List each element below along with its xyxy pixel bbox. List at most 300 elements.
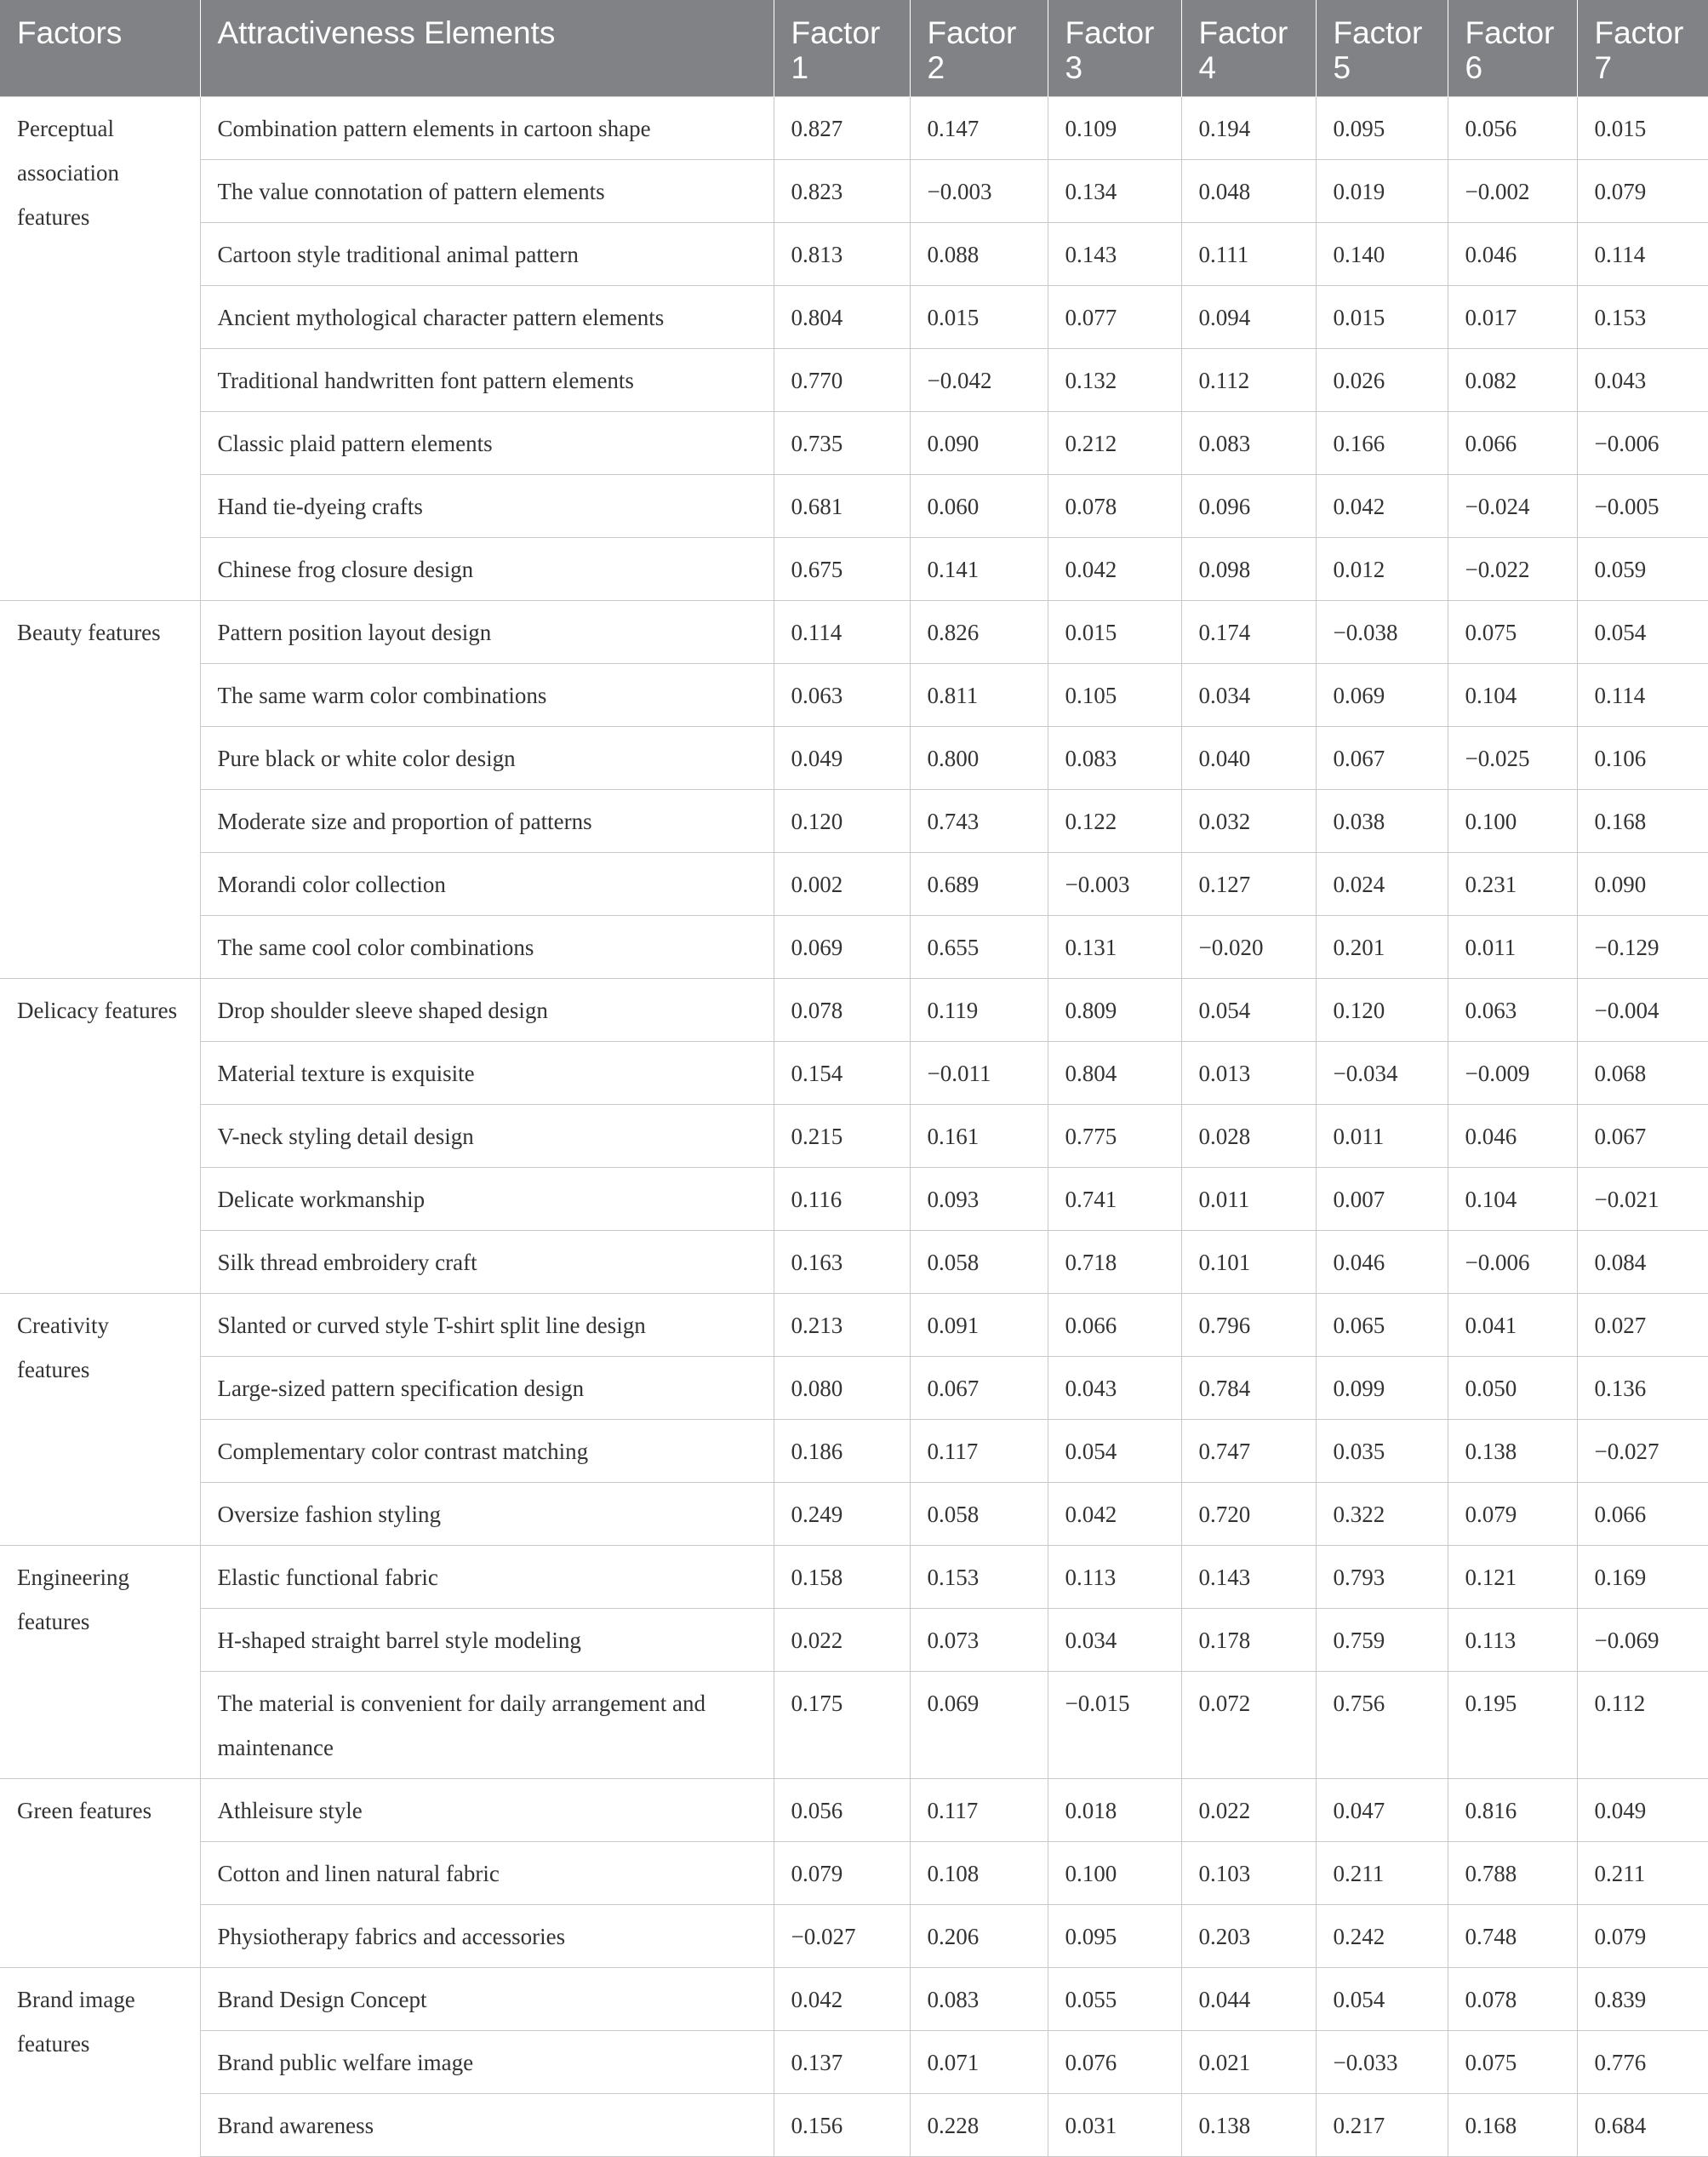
loading-value-factor-7: 0.066 — [1577, 1482, 1708, 1545]
header-attractiveness-elements: Attractiveness Elements — [200, 0, 774, 96]
loading-value-factor-5: 0.242 — [1316, 1904, 1448, 1967]
loading-value-factor-4: 0.011 — [1181, 1167, 1316, 1230]
loading-value-factor-6: −0.022 — [1448, 537, 1577, 600]
loading-value-factor-1: 0.186 — [774, 1419, 910, 1482]
loading-value-factor-1: 0.114 — [774, 600, 910, 663]
loading-value-factor-5: 0.042 — [1316, 474, 1448, 537]
loading-value-factor-5: 0.166 — [1316, 411, 1448, 474]
loading-value-factor-1: 0.804 — [774, 285, 910, 348]
loading-value-factor-2: 0.069 — [910, 1671, 1048, 1778]
loading-value-factor-6: 0.748 — [1448, 1904, 1577, 1967]
loading-value-factor-4: 0.021 — [1181, 2030, 1316, 2093]
loading-value-factor-4: 0.013 — [1181, 1041, 1316, 1104]
table-row — [0, 537, 1708, 600]
loading-value-factor-4: 0.720 — [1181, 1482, 1316, 1545]
factor-group-label: Beauty features — [0, 600, 200, 978]
loading-value-factor-1: 0.042 — [774, 1967, 910, 2030]
attractiveness-element: Athleisure style — [200, 1778, 774, 1841]
loading-value-factor-2: 0.206 — [910, 1904, 1048, 1967]
loading-value-factor-3: 0.100 — [1048, 1841, 1181, 1904]
loading-value-factor-4: 0.174 — [1181, 600, 1316, 663]
loading-value-factor-5: 0.201 — [1316, 915, 1448, 978]
loading-value-factor-6: 0.063 — [1448, 978, 1577, 1041]
loading-value-factor-4: 0.044 — [1181, 1967, 1316, 2030]
loading-value-factor-5: 0.012 — [1316, 537, 1448, 600]
loading-value-factor-5: 0.035 — [1316, 1419, 1448, 1482]
attractiveness-element: Ancient mythological character pattern elements — [200, 285, 774, 348]
loading-value-factor-6: 0.816 — [1448, 1778, 1577, 1841]
header-factor-3: Factor 3 — [1048, 0, 1181, 96]
loading-value-factor-6: 0.011 — [1448, 915, 1577, 978]
header-factors: Factors — [0, 0, 200, 96]
loading-value-factor-5: 0.217 — [1316, 2093, 1448, 2156]
loading-value-factor-6: −0.002 — [1448, 159, 1577, 222]
loading-value-factor-4: 0.127 — [1181, 852, 1316, 915]
table-row — [0, 1104, 1708, 1167]
loading-value-factor-1: 0.063 — [774, 663, 910, 726]
loading-value-factor-1: 0.827 — [774, 96, 910, 159]
loading-value-factor-3: 0.083 — [1048, 726, 1181, 789]
loading-value-factor-2: 0.073 — [910, 1608, 1048, 1671]
loading-value-factor-4: 0.101 — [1181, 1230, 1316, 1293]
table-row — [0, 411, 1708, 474]
loading-value-factor-3: 0.066 — [1048, 1293, 1181, 1356]
loading-value-factor-7: 0.839 — [1577, 1967, 1708, 2030]
loading-value-factor-5: −0.033 — [1316, 2030, 1448, 2093]
loading-value-factor-5: 0.140 — [1316, 222, 1448, 285]
loading-value-factor-7: −0.004 — [1577, 978, 1708, 1041]
attractiveness-element: Moderate size and proportion of patterns — [200, 789, 774, 852]
loading-value-factor-4: 0.032 — [1181, 789, 1316, 852]
loading-value-factor-3: −0.015 — [1048, 1671, 1181, 1778]
loading-value-factor-3: −0.003 — [1048, 852, 1181, 915]
loading-value-factor-7: 0.067 — [1577, 1104, 1708, 1167]
factor-group-label: Perceptual association features — [0, 96, 200, 600]
factor-group-label: Green features — [0, 1778, 200, 1967]
loading-value-factor-7: 0.211 — [1577, 1841, 1708, 1904]
table-row — [0, 96, 1708, 159]
loading-value-factor-6: −0.006 — [1448, 1230, 1577, 1293]
loading-value-factor-6: 0.079 — [1448, 1482, 1577, 1545]
loading-value-factor-5: 0.069 — [1316, 663, 1448, 726]
loading-value-factor-7: 0.153 — [1577, 285, 1708, 348]
attractiveness-element: Traditional handwritten font pattern elements — [200, 348, 774, 411]
table-row — [0, 1904, 1708, 1967]
attractiveness-element: Combination pattern elements in cartoon shape — [200, 96, 774, 159]
loading-value-factor-3: 0.775 — [1048, 1104, 1181, 1167]
loading-value-factor-3: 0.113 — [1048, 1545, 1181, 1608]
loading-value-factor-1: 0.213 — [774, 1293, 910, 1356]
loading-value-factor-3: 0.043 — [1048, 1356, 1181, 1419]
loading-value-factor-1: 0.120 — [774, 789, 910, 852]
table-row — [0, 2093, 1708, 2156]
attractiveness-element: Pattern position layout design — [200, 600, 774, 663]
loading-value-factor-7: 0.106 — [1577, 726, 1708, 789]
loading-value-factor-2: 0.060 — [910, 474, 1048, 537]
loading-value-factor-6: 0.104 — [1448, 663, 1577, 726]
loading-value-factor-4: 0.040 — [1181, 726, 1316, 789]
table-row — [0, 789, 1708, 852]
loading-value-factor-1: 0.215 — [774, 1104, 910, 1167]
loading-value-factor-1: 0.056 — [774, 1778, 910, 1841]
loading-value-factor-4: 0.072 — [1181, 1671, 1316, 1778]
loading-value-factor-6: −0.025 — [1448, 726, 1577, 789]
loading-value-factor-6: 0.017 — [1448, 285, 1577, 348]
attractiveness-element: Brand public welfare image — [200, 2030, 774, 2093]
attractiveness-element: Hand tie-dyeing crafts — [200, 474, 774, 537]
loading-value-factor-2: 0.800 — [910, 726, 1048, 789]
loading-value-factor-7: −0.069 — [1577, 1608, 1708, 1671]
loading-value-factor-5: 0.046 — [1316, 1230, 1448, 1293]
loading-value-factor-6: 0.041 — [1448, 1293, 1577, 1356]
loading-value-factor-5: 0.065 — [1316, 1293, 1448, 1356]
loading-value-factor-6: 0.231 — [1448, 852, 1577, 915]
loading-value-factor-4: 0.194 — [1181, 96, 1316, 159]
loading-value-factor-3: 0.042 — [1048, 537, 1181, 600]
table-row — [0, 1041, 1708, 1104]
loading-value-factor-7: 0.027 — [1577, 1293, 1708, 1356]
table-row — [0, 474, 1708, 537]
attractiveness-element: Complementary color contrast matching — [200, 1419, 774, 1482]
loading-value-factor-6: 0.195 — [1448, 1671, 1577, 1778]
loading-value-factor-6: 0.075 — [1448, 2030, 1577, 2093]
header-factor-6: Factor 6 — [1448, 0, 1577, 96]
loading-value-factor-6: 0.168 — [1448, 2093, 1577, 2156]
table-row — [0, 2030, 1708, 2093]
loading-value-factor-1: 0.770 — [774, 348, 910, 411]
factor-group-label: Delicacy features — [0, 978, 200, 1293]
loading-value-factor-3: 0.055 — [1048, 1967, 1181, 2030]
loading-value-factor-6: 0.104 — [1448, 1167, 1577, 1230]
factor-group-label: Brand image features — [0, 1967, 200, 2156]
attractiveness-element: Elastic functional fabric — [200, 1545, 774, 1608]
loading-value-factor-3: 0.809 — [1048, 978, 1181, 1041]
loading-value-factor-5: 0.011 — [1316, 1104, 1448, 1167]
loading-value-factor-7: 0.112 — [1577, 1671, 1708, 1778]
loading-value-factor-4: 0.028 — [1181, 1104, 1316, 1167]
table-row — [0, 1356, 1708, 1419]
loading-value-factor-2: 0.655 — [910, 915, 1048, 978]
loading-value-factor-3: 0.143 — [1048, 222, 1181, 285]
table-row — [0, 1230, 1708, 1293]
loading-value-factor-5: 0.759 — [1316, 1608, 1448, 1671]
loading-value-factor-4: −0.020 — [1181, 915, 1316, 978]
attractiveness-element: Large-sized pattern specification design — [200, 1356, 774, 1419]
loading-value-factor-6: 0.050 — [1448, 1356, 1577, 1419]
loading-value-factor-2: 0.088 — [910, 222, 1048, 285]
loading-value-factor-1: 0.069 — [774, 915, 910, 978]
table-row — [0, 663, 1708, 726]
table-row — [0, 1482, 1708, 1545]
header-factor-5: Factor 5 — [1316, 0, 1448, 96]
loading-value-factor-5: 0.015 — [1316, 285, 1448, 348]
attractiveness-element: The same warm color combinations — [200, 663, 774, 726]
loading-value-factor-2: 0.117 — [910, 1778, 1048, 1841]
loading-value-factor-5: 0.024 — [1316, 852, 1448, 915]
loading-value-factor-2: 0.071 — [910, 2030, 1048, 2093]
loading-value-factor-5: 0.038 — [1316, 789, 1448, 852]
loading-value-factor-6: −0.009 — [1448, 1041, 1577, 1104]
loading-value-factor-2: 0.811 — [910, 663, 1048, 726]
loading-value-factor-5: 0.019 — [1316, 159, 1448, 222]
loading-value-factor-5: 0.793 — [1316, 1545, 1448, 1608]
loading-value-factor-4: 0.138 — [1181, 2093, 1316, 2156]
loading-value-factor-4: 0.747 — [1181, 1419, 1316, 1482]
table-row — [0, 1608, 1708, 1671]
loading-value-factor-7: 0.114 — [1577, 663, 1708, 726]
loading-value-factor-5: 0.047 — [1316, 1778, 1448, 1841]
loading-value-factor-4: 0.034 — [1181, 663, 1316, 726]
table-row — [0, 915, 1708, 978]
loading-value-factor-4: 0.096 — [1181, 474, 1316, 537]
loading-value-factor-6: 0.082 — [1448, 348, 1577, 411]
attractiveness-element: Pure black or white color design — [200, 726, 774, 789]
loading-value-factor-1: 0.158 — [774, 1545, 910, 1608]
loading-value-factor-4: 0.784 — [1181, 1356, 1316, 1419]
table-row — [0, 726, 1708, 789]
table-row — [0, 1293, 1708, 1356]
loading-value-factor-3: 0.076 — [1048, 2030, 1181, 2093]
loading-value-factor-6: 0.121 — [1448, 1545, 1577, 1608]
loading-value-factor-3: 0.078 — [1048, 474, 1181, 537]
loading-value-factor-7: 0.015 — [1577, 96, 1708, 159]
table-row — [0, 1545, 1708, 1608]
loading-value-factor-1: 0.049 — [774, 726, 910, 789]
loading-value-factor-5: 0.322 — [1316, 1482, 1448, 1545]
loading-value-factor-5: 0.756 — [1316, 1671, 1448, 1778]
loading-value-factor-3: 0.054 — [1048, 1419, 1181, 1482]
loading-value-factor-1: −0.027 — [774, 1904, 910, 1967]
loading-value-factor-3: 0.741 — [1048, 1167, 1181, 1230]
header-factor-1: Factor 1 — [774, 0, 910, 96]
table-row — [0, 1778, 1708, 1841]
loading-value-factor-5: 0.095 — [1316, 96, 1448, 159]
loading-value-factor-7: 0.049 — [1577, 1778, 1708, 1841]
factor-group-label: Engineering features — [0, 1545, 200, 1778]
loading-value-factor-4: 0.796 — [1181, 1293, 1316, 1356]
loading-value-factor-7: 0.136 — [1577, 1356, 1708, 1419]
loading-value-factor-1: 0.154 — [774, 1041, 910, 1104]
loading-value-factor-6: −0.024 — [1448, 474, 1577, 537]
loading-value-factor-3: 0.131 — [1048, 915, 1181, 978]
attractiveness-element: Cotton and linen natural fabric — [200, 1841, 774, 1904]
loading-value-factor-3: 0.212 — [1048, 411, 1181, 474]
table-row — [0, 285, 1708, 348]
loading-value-factor-2: 0.826 — [910, 600, 1048, 663]
loading-value-factor-4: 0.103 — [1181, 1841, 1316, 1904]
loading-value-factor-6: 0.075 — [1448, 600, 1577, 663]
loading-value-factor-7: −0.006 — [1577, 411, 1708, 474]
loading-value-factor-7: −0.129 — [1577, 915, 1708, 978]
loading-value-factor-5: 0.120 — [1316, 978, 1448, 1041]
attractiveness-element: Drop shoulder sleeve shaped design — [200, 978, 774, 1041]
loading-value-factor-4: 0.083 — [1181, 411, 1316, 474]
loading-value-factor-2: −0.042 — [910, 348, 1048, 411]
loading-value-factor-1: 0.080 — [774, 1356, 910, 1419]
loading-value-factor-3: 0.105 — [1048, 663, 1181, 726]
attractiveness-element: Silk thread embroidery craft — [200, 1230, 774, 1293]
loading-value-factor-3: 0.077 — [1048, 285, 1181, 348]
loading-value-factor-4: 0.143 — [1181, 1545, 1316, 1608]
attractiveness-element: Slanted or curved style T-shirt split line design — [200, 1293, 774, 1356]
loading-value-factor-7: 0.059 — [1577, 537, 1708, 600]
loading-value-factor-3: 0.034 — [1048, 1608, 1181, 1671]
loading-value-factor-3: 0.031 — [1048, 2093, 1181, 2156]
loading-value-factor-5: 0.099 — [1316, 1356, 1448, 1419]
loading-value-factor-3: 0.132 — [1048, 348, 1181, 411]
header-factor-2: Factor 2 — [910, 0, 1048, 96]
loading-value-factor-4: 0.022 — [1181, 1778, 1316, 1841]
attractiveness-element: H-shaped straight barrel style modeling — [200, 1608, 774, 1671]
loading-value-factor-1: 0.078 — [774, 978, 910, 1041]
loading-value-factor-5: 0.007 — [1316, 1167, 1448, 1230]
loading-value-factor-3: 0.042 — [1048, 1482, 1181, 1545]
loading-value-factor-2: −0.003 — [910, 159, 1048, 222]
attractiveness-element: The material is convenient for daily arrangement and maintenance — [200, 1671, 774, 1778]
loading-value-factor-5: 0.026 — [1316, 348, 1448, 411]
loading-value-factor-7: 0.114 — [1577, 222, 1708, 285]
table-row — [0, 978, 1708, 1041]
loading-value-factor-2: 0.083 — [910, 1967, 1048, 2030]
loading-value-factor-2: 0.153 — [910, 1545, 1048, 1608]
loading-value-factor-6: 0.056 — [1448, 96, 1577, 159]
loading-value-factor-2: 0.141 — [910, 537, 1048, 600]
table-row — [0, 222, 1708, 285]
loading-value-factor-1: 0.249 — [774, 1482, 910, 1545]
loading-value-factor-3: 0.015 — [1048, 600, 1181, 663]
loading-value-factor-6: 0.046 — [1448, 222, 1577, 285]
loading-value-factor-1: 0.675 — [774, 537, 910, 600]
loading-value-factor-1: 0.175 — [774, 1671, 910, 1778]
loading-value-factor-1: 0.079 — [774, 1841, 910, 1904]
loading-value-factor-6: 0.046 — [1448, 1104, 1577, 1167]
loading-value-factor-3: 0.109 — [1048, 96, 1181, 159]
table-body — [0, 96, 1708, 2156]
header-factor-4: Factor 4 — [1181, 0, 1316, 96]
loading-value-factor-2: 0.743 — [910, 789, 1048, 852]
loading-value-factor-5: 0.067 — [1316, 726, 1448, 789]
loading-value-factor-7: 0.169 — [1577, 1545, 1708, 1608]
loading-value-factor-1: 0.116 — [774, 1167, 910, 1230]
loading-value-factor-2: 0.058 — [910, 1482, 1048, 1545]
loading-value-factor-6: 0.788 — [1448, 1841, 1577, 1904]
loading-value-factor-6: 0.066 — [1448, 411, 1577, 474]
loading-value-factor-7: −0.021 — [1577, 1167, 1708, 1230]
header-factor-7: Factor 7 — [1577, 0, 1708, 96]
table-header-row — [0, 0, 1708, 96]
loading-value-factor-3: 0.095 — [1048, 1904, 1181, 1967]
table-row — [0, 1967, 1708, 2030]
loading-value-factor-4: 0.203 — [1181, 1904, 1316, 1967]
loading-value-factor-4: 0.111 — [1181, 222, 1316, 285]
loading-value-factor-2: 0.147 — [910, 96, 1048, 159]
table-row — [0, 852, 1708, 915]
attractiveness-element: Oversize fashion styling — [200, 1482, 774, 1545]
loading-value-factor-1: 0.022 — [774, 1608, 910, 1671]
loading-value-factor-4: 0.112 — [1181, 348, 1316, 411]
loading-value-factor-4: 0.094 — [1181, 285, 1316, 348]
loading-value-factor-7: 0.043 — [1577, 348, 1708, 411]
loading-value-factor-1: 0.163 — [774, 1230, 910, 1293]
loading-value-factor-1: 0.137 — [774, 2030, 910, 2093]
loading-value-factor-1: 0.681 — [774, 474, 910, 537]
loading-value-factor-2: 0.067 — [910, 1356, 1048, 1419]
loading-value-factor-2: −0.011 — [910, 1041, 1048, 1104]
loading-value-factor-5: −0.034 — [1316, 1041, 1448, 1104]
table-row — [0, 1167, 1708, 1230]
attractiveness-element: The value connotation of pattern elements — [200, 159, 774, 222]
table-row — [0, 159, 1708, 222]
loading-value-factor-1: 0.735 — [774, 411, 910, 474]
loading-value-factor-7: 0.168 — [1577, 789, 1708, 852]
loading-value-factor-4: 0.048 — [1181, 159, 1316, 222]
loading-value-factor-2: 0.058 — [910, 1230, 1048, 1293]
loading-value-factor-2: 0.090 — [910, 411, 1048, 474]
loading-value-factor-7: −0.027 — [1577, 1419, 1708, 1482]
loading-value-factor-2: 0.689 — [910, 852, 1048, 915]
loading-value-factor-1: 0.156 — [774, 2093, 910, 2156]
loading-value-factor-5: 0.054 — [1316, 1967, 1448, 2030]
loading-value-factor-1: 0.813 — [774, 222, 910, 285]
loading-value-factor-2: 0.108 — [910, 1841, 1048, 1904]
loading-value-factor-6: 0.100 — [1448, 789, 1577, 852]
factor-group-label: Creativity features — [0, 1293, 200, 1545]
loading-value-factor-7: 0.079 — [1577, 1904, 1708, 1967]
attractiveness-element: Material texture is exquisite — [200, 1041, 774, 1104]
loading-value-factor-3: 0.018 — [1048, 1778, 1181, 1841]
loading-value-factor-5: 0.211 — [1316, 1841, 1448, 1904]
attractiveness-element: Cartoon style traditional animal pattern — [200, 222, 774, 285]
attractiveness-element: V-neck styling detail design — [200, 1104, 774, 1167]
loading-value-factor-6: 0.078 — [1448, 1967, 1577, 2030]
table-row — [0, 348, 1708, 411]
loading-value-factor-3: 0.804 — [1048, 1041, 1181, 1104]
loading-value-factor-3: 0.122 — [1048, 789, 1181, 852]
attractiveness-element: Morandi color collection — [200, 852, 774, 915]
attractiveness-element: Delicate workmanship — [200, 1167, 774, 1230]
attractiveness-element: Classic plaid pattern elements — [200, 411, 774, 474]
table-row — [0, 600, 1708, 663]
loading-value-factor-7: 0.054 — [1577, 600, 1708, 663]
loading-value-factor-7: 0.684 — [1577, 2093, 1708, 2156]
loading-value-factor-7: 0.068 — [1577, 1041, 1708, 1104]
table-row — [0, 1841, 1708, 1904]
loading-value-factor-2: 0.228 — [910, 2093, 1048, 2156]
loading-value-factor-3: 0.134 — [1048, 159, 1181, 222]
loading-value-factor-7: 0.084 — [1577, 1230, 1708, 1293]
attractiveness-element: Chinese frog closure design — [200, 537, 774, 600]
attractiveness-element: Brand Design Concept — [200, 1967, 774, 2030]
attractiveness-element: Brand awareness — [200, 2093, 774, 2156]
attractiveness-element: Physiotherapy fabrics and accessories — [200, 1904, 774, 1967]
loading-value-factor-2: 0.161 — [910, 1104, 1048, 1167]
loading-value-factor-4: 0.054 — [1181, 978, 1316, 1041]
table-row — [0, 1671, 1708, 1778]
loading-value-factor-6: 0.113 — [1448, 1608, 1577, 1671]
loading-value-factor-5: −0.038 — [1316, 600, 1448, 663]
loading-value-factor-2: 0.119 — [910, 978, 1048, 1041]
table-row — [0, 1419, 1708, 1482]
attractiveness-element: The same cool color combinations — [200, 915, 774, 978]
loading-value-factor-4: 0.098 — [1181, 537, 1316, 600]
loading-value-factor-2: 0.117 — [910, 1419, 1048, 1482]
loading-value-factor-7: −0.005 — [1577, 474, 1708, 537]
loading-value-factor-4: 0.178 — [1181, 1608, 1316, 1671]
loading-value-factor-7: 0.079 — [1577, 159, 1708, 222]
loading-value-factor-3: 0.718 — [1048, 1230, 1181, 1293]
loading-value-factor-6: 0.138 — [1448, 1419, 1577, 1482]
loading-value-factor-1: 0.002 — [774, 852, 910, 915]
